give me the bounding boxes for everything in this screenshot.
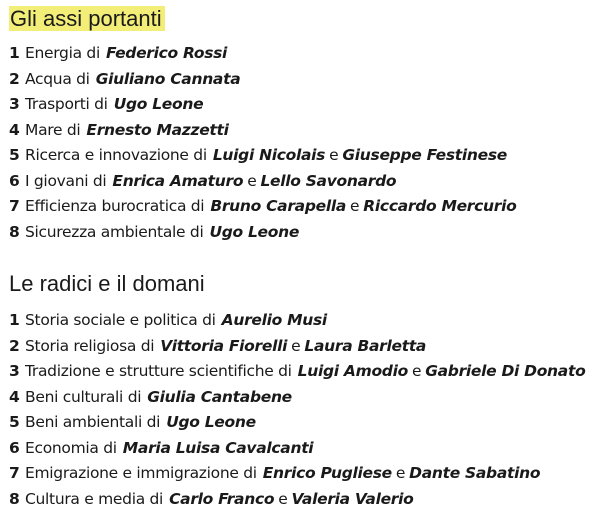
author-name: Carlo Franco [169, 489, 275, 508]
item-topic: Sicurezza ambientale di [25, 222, 204, 241]
list-item [9, 92, 516, 118]
item-topic: Cultura e media di [25, 489, 164, 508]
list-item [9, 41, 516, 67]
section-title [9, 5, 165, 33]
item-number: 6 [9, 438, 20, 457]
list-item [9, 143, 516, 169]
item-number: 2 [9, 336, 20, 355]
author-name: Maria Luisa Cavalcanti [122, 438, 314, 457]
chapter-list [9, 41, 516, 245]
author-name: Federico Rossi [105, 44, 228, 62]
author-name: Aurelio Musi [221, 311, 327, 329]
item-topic: Beni culturali di [25, 387, 142, 406]
list-item [9, 334, 585, 360]
chapter-list [9, 308, 585, 512]
author-name: Ernesto Mazzetti [86, 120, 229, 139]
section-le-radici-e-il-domani [9, 270, 585, 512]
item-topic: I giovani di [25, 171, 107, 190]
author-name: Luigi Amodio [297, 362, 408, 380]
section-gli-assi-portanti [9, 5, 516, 245]
author-name: Riccardo Mercurio [363, 197, 517, 215]
author-name: Lello Savonardo [260, 171, 397, 190]
item-topic: Beni ambientali di [25, 413, 161, 431]
conjunction: e [350, 197, 360, 215]
author-name: Ugo Leone [166, 413, 256, 431]
list-item [9, 308, 585, 334]
list-item [9, 410, 585, 436]
list-item [9, 436, 585, 462]
list-item [9, 194, 516, 220]
list-item [9, 461, 585, 487]
author-name: Laura Barletta [304, 336, 427, 355]
list-item [9, 487, 585, 513]
author-name: Giuliano Cannata [95, 69, 241, 88]
item-number: 7 [9, 464, 20, 482]
item-topic: Trasporti di [25, 95, 108, 113]
item-topic: Energia di [25, 44, 100, 62]
item-number: 3 [9, 362, 20, 380]
conjunction: e [411, 362, 422, 380]
author-name: Dante Sabatino [409, 464, 541, 482]
conjunction: e [395, 464, 406, 482]
section-title: Le radici e il domani [9, 271, 205, 296]
author-name: Giuseppe Festinese [342, 146, 507, 164]
list-item [9, 169, 516, 195]
author-name: Ugo Leone [113, 95, 204, 113]
item-topic: Economia di [25, 438, 117, 457]
author-name: Giulia Cantabene [147, 387, 292, 406]
item-number: 5 [9, 413, 20, 431]
author-name: Ugo Leone [209, 222, 300, 241]
item-topic: Storia sociale e politica di [25, 311, 216, 329]
conjunction: e [278, 489, 288, 508]
item-number: 1 [9, 44, 20, 62]
author-name: Luigi Nicolais [212, 146, 326, 164]
author-name: Valeria Valerio [291, 489, 414, 508]
author-name: Vittoria Fiorelli [160, 336, 288, 355]
item-number: 4 [9, 120, 20, 139]
item-topic: Efficienza burocratica di [25, 197, 205, 215]
author-name: Gabriele Di Donato [425, 362, 586, 380]
conjunction: e [329, 146, 339, 164]
item-number: 6 [9, 171, 20, 190]
item-topic: Acqua di [25, 69, 90, 88]
item-topic: Emigrazione e immigrazione di [25, 464, 257, 482]
list-item [9, 67, 516, 93]
item-number: 2 [9, 69, 20, 88]
author-name: Enrica Amaturo [112, 171, 244, 190]
item-topic: Ricerca e innovazione di [25, 146, 207, 164]
list-item [9, 118, 516, 144]
item-number: 5 [9, 146, 20, 164]
item-number: 3 [9, 95, 20, 113]
conjunction: e [247, 171, 257, 190]
author-name: Enrico Pugliese [262, 464, 392, 482]
author-name: Bruno Carapella [210, 197, 347, 215]
item-topic: Mare di [25, 120, 81, 139]
item-number: 7 [9, 197, 20, 215]
item-number: 8 [9, 222, 20, 241]
conjunction: e [291, 336, 301, 355]
list-item [9, 359, 585, 385]
highlighted-title: Gli assi portanti [9, 6, 165, 31]
list-item [9, 220, 516, 246]
item-number: 1 [9, 311, 20, 329]
item-topic: Storia religiosa di [25, 336, 155, 355]
item-topic: Tradizione e strutture scientifiche di [25, 362, 292, 380]
item-number: 8 [9, 489, 20, 508]
list-item [9, 385, 585, 411]
item-number: 4 [9, 387, 20, 406]
